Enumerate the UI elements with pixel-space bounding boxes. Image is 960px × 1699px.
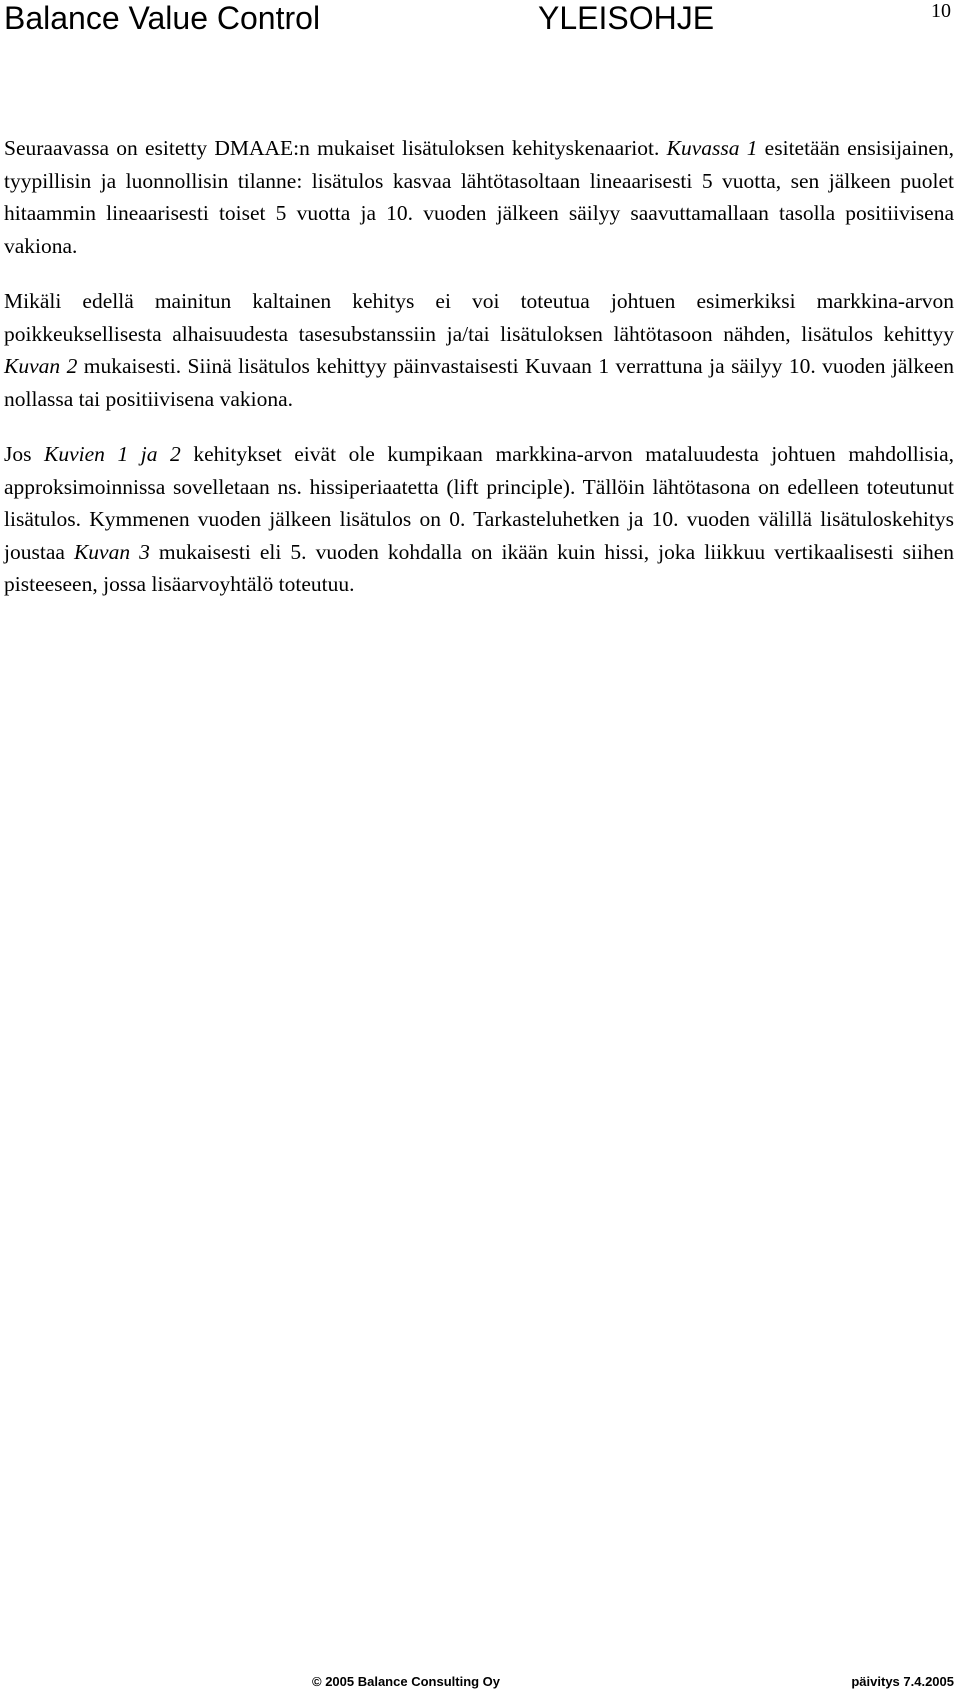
paragraph-3-text: kehitykset eivät ole kumpikaan markkina-arvon mataluudesta johtuen mahdollisia, approksimoinnissa sovelletaan ns. hissiperiaatetta (lift principle). Tällöin lähtötasona on edelleen toteutunut lisätulos. Kymmenen vuoden jälkeen lisätulos on 0. Tarkasteluhetken ja 10. vuoden välillä lisätuloskehitys joustaa [4,442,955,564]
copyright-notice: © 2005 Balance Consulting Oy [312,1674,501,1689]
paragraph-2 [4,285,954,415]
figure-reference: Kuvan 2 [4,354,78,378]
document-title: Balance Value Control [4,0,321,36]
update-date: päivitys 7.4.2005 [851,1674,954,1689]
paragraph-1-text: esitetään ensisijainen, tyypillisin ja luonnollisin tilanne: lisätulos kasvaa lähtötasoltaan lineaarisesti 5 vuotta, sen jälkeen puolet hitaammin lineaarisesti toiset 5 vuotta ja 10. vuoden jälkeen säilyy saavuttamallaan tasolla positiivisena vakiona. [4,136,954,258]
paragraph-2-text: mukaisesti. Siinä lisätulos kehittyy päinvastaisesti Kuvaan 1 verrattuna ja säilyy 10. vuoden jälkeen nollassa tai positiivisena vakiona. [4,354,954,411]
figure-reference: Kuvan 3 [73,539,150,564]
paragraph-3-text: Jos [4,442,45,466]
document-body [4,132,954,624]
paragraph-1-text: Seuraavassa on esitetty DMAAE:n mukaiset lisätuloksen kehityskenaariot. [4,136,667,160]
page-number: 10 [931,0,951,22]
paragraph-3-text: mukaisesti eli 5. vuoden kohdalla on ikään kuin hissi, joka liikkuu vertikaalisesti siihen pisteeseen, jossa lisäarvoyhtälö toteutuu. [4,539,954,596]
figure-reference: Kuvassa 1 [666,136,758,160]
document-subtitle: YLEISOHJE [538,0,715,36]
paragraph-2-text: Mikäli edellä mainitun kaltainen kehitys ei voi toteutua johtuen esimerkiksi markkina-arvon poikkeuksellisesta alhaisuudesta tasesubstanssiin ja/tai lisätuloksen lähtötasoon nähden, lisätulos kehittyy [4,289,954,346]
figure-reference: Kuvien 1 ja 2 [44,442,181,466]
document-header [4,2,320,34]
paragraph-1 [4,132,954,262]
paragraph-3 [4,438,954,601]
